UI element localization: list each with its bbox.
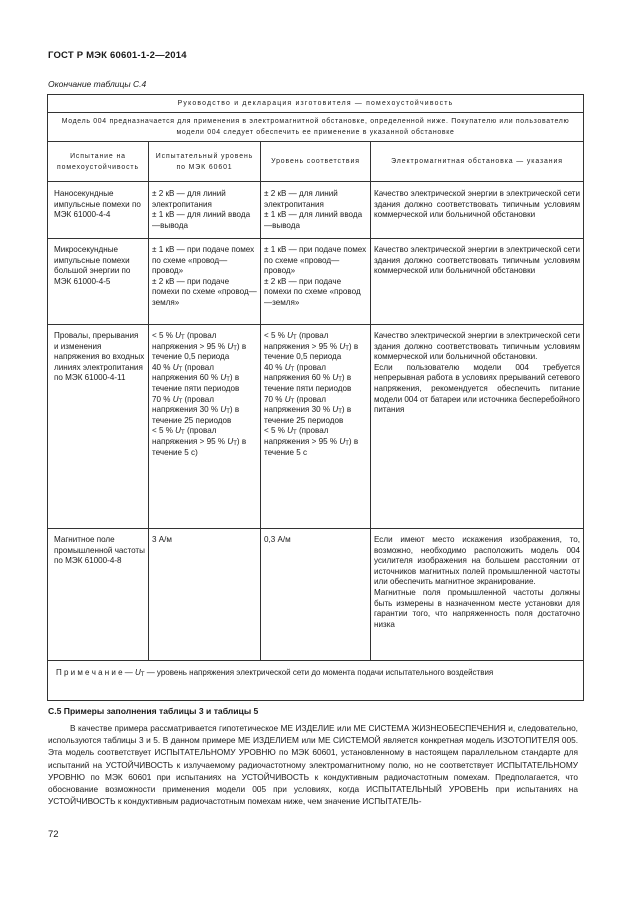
guidance-cell: Качество электрической энергии в электрической сети здания должно соответствовать типичным условиям коммерческой или больничной обстановки. Если пользователю модели 004 требуется непрерывная работа в условиях прерываний сетевого напряжения, рекомендуется обеспечить питание модели 004 от батареи или источника бесперебойного питания xyxy=(371,325,584,529)
guidance-cell: Качество электрической энергии в электрической сети здания должно соответствовать типичным условиям коммерческой или больничной обстановки xyxy=(371,239,584,325)
table-title: Руководство и декларация изготовителя — помехоустойчивость xyxy=(48,95,584,113)
table-row xyxy=(48,325,584,529)
test-cell: Микросекундные импульсные помехи большой энергии по МЭК 61000-4-5 xyxy=(48,239,149,325)
header-test: Испытание на помехоустойчивость xyxy=(48,142,149,182)
header-compliance: Уровень соответствия xyxy=(261,142,371,182)
document-header: ГОСТ Р МЭК 60601-1-2—2014 xyxy=(48,50,187,61)
table-row xyxy=(48,239,584,325)
guidance-cell: Качество электрической энергии в электрической сети здания должно соответствовать типичным условиям коммерческой или больничной обстановки xyxy=(371,182,584,239)
compliance-cell: 0,3 А/м xyxy=(261,529,371,661)
level-cell: < 5 % $U_T$ (провал напряжения > 95 % $U_T$) в течение 0,5 периода 40 % $U_T$ (провал напряжения 60 % $U_T$) в течение пяти периодов 70 % $U_T$ (провал напряжения 30 % $U_T$) в течение 25 периодов < 5 % $U_T$ (провал напряжения > 95 % $U_T$) в течение 5 с) xyxy=(149,325,261,529)
compliance-cell: ± 1 кВ — при подаче помех по схеме «провод—провод» ± 2 кВ — при подаче помехи по схеме «провод—земля» xyxy=(261,239,371,325)
page-number: 72 xyxy=(48,829,59,840)
header-level: Испытательный уровень по МЭК 60601 xyxy=(149,142,261,182)
table-caption: Окончание таблицы С.4 xyxy=(48,79,147,89)
body-paragraph: В качестве примера рассматривается гипотетическое МЕ ИЗДЕЛИЕ или МЕ СИСТЕМА ЖИЗНЕОБЕСПЕЧЕНИЯ и, следовательно, используются таблицы 3 и 5. В данном примере МЕ ИЗДЕЛИЕМ или МЕ СИСТЕМОЙ является конкретная модель ИЗОТОПИТЕЛЯ 005. Эта модель соответствует ИСПЫТАТЕЛЬНОМУ УРОВНЮ по МЭК 60601, установленному в настоящем параллельном стандарте для испытаний на УСТОЙЧИВОСТЬ к излучаемому радиочастотному электромагнитному полю, но не соответствует ИСПЫТАТЕЛЬНОМУ УРОВНЮ по МЭК 60601 при испытаниях на УСТОЙЧИВОСТЬ к кондуктивным радиочастотным помехам. Предполагается, что обоснование возможности применения модели 005 при условиях, когда ИСПЫТАТЕЛЬНЫЙ УРОВЕНЬ при испытаниях на УСТОЙЧИВОСТЬ к кондуктивным радиочастотным помехам ниже, чем значение ИСПЫТАТЕЛЬ- xyxy=(48,723,578,807)
level-cell: 3 А/м xyxy=(149,529,261,661)
header-guidance: Электромагнитная обстановка — указания xyxy=(371,142,584,182)
table-intro: Модель 004 предназначается для применения в электромагнитной обстановке, определенной ниже. Покупателю или пользователю модели 004 следует обеспечить ее применение в указанной обстановке xyxy=(48,113,584,142)
compliance-cell: < 5 % $U_T$ (провал напряжения > 95 % $U_T$) в течение 0,5 периода 40 % $U_T$ (провал напряжения 60 % $U_T$) в течение пяти периодов 70 % $U_T$ (провал напряжения 30 % $U_T$) в течение 25 периодов < 5 % $U_T$ (провал напряжения > 95 % $U_T$) в течение 5 с xyxy=(261,325,371,529)
immunity-table xyxy=(47,94,584,701)
test-cell: Провалы, прерывания и изменения напряжения во входных линиях электропитания по МЭК 61000-4-11 xyxy=(48,325,149,529)
table-row xyxy=(48,529,584,661)
table-note: П р и м е ч а н и е — $U_T$ — уровень напряжения электрической сети до момента подачи испытательного воздействия xyxy=(48,661,584,701)
guidance-cell: Если имеют место искажения изображения, то, возможно, необходимо расположить модель 004 усилителя изображения на большем расстоянии от источников магнитных полей промышленной частоты или обеспечить магнитное экранирование. Магнитные поля промышленной частоты должны быть измерены в назначенном месте установки для гарантии того, что напряженность поля достаточно низка xyxy=(371,529,584,661)
table-row xyxy=(48,182,584,239)
test-cell: Магнитное поле промышленной частоты по МЭК 61000-4-8 xyxy=(48,529,149,661)
level-cell: ± 1 кВ — при подаче помех по схеме «провод—провод» ± 2 кВ — при подаче помехи по схеме «провод—земля» xyxy=(149,239,261,325)
test-cell: Наносекундные импульсные помехи по МЭК 61000-4-4 xyxy=(48,182,149,239)
compliance-cell: ± 2 кВ — для линий электропитания ± 1 кВ — для линий ввода—вывода xyxy=(261,182,371,239)
level-cell: ± 2 кВ — для линий электропитания ± 1 кВ — для линий ввода—вывода xyxy=(149,182,261,239)
section-title: С.5 Примеры заполнения таблицы 3 и таблицы 5 xyxy=(48,706,259,716)
